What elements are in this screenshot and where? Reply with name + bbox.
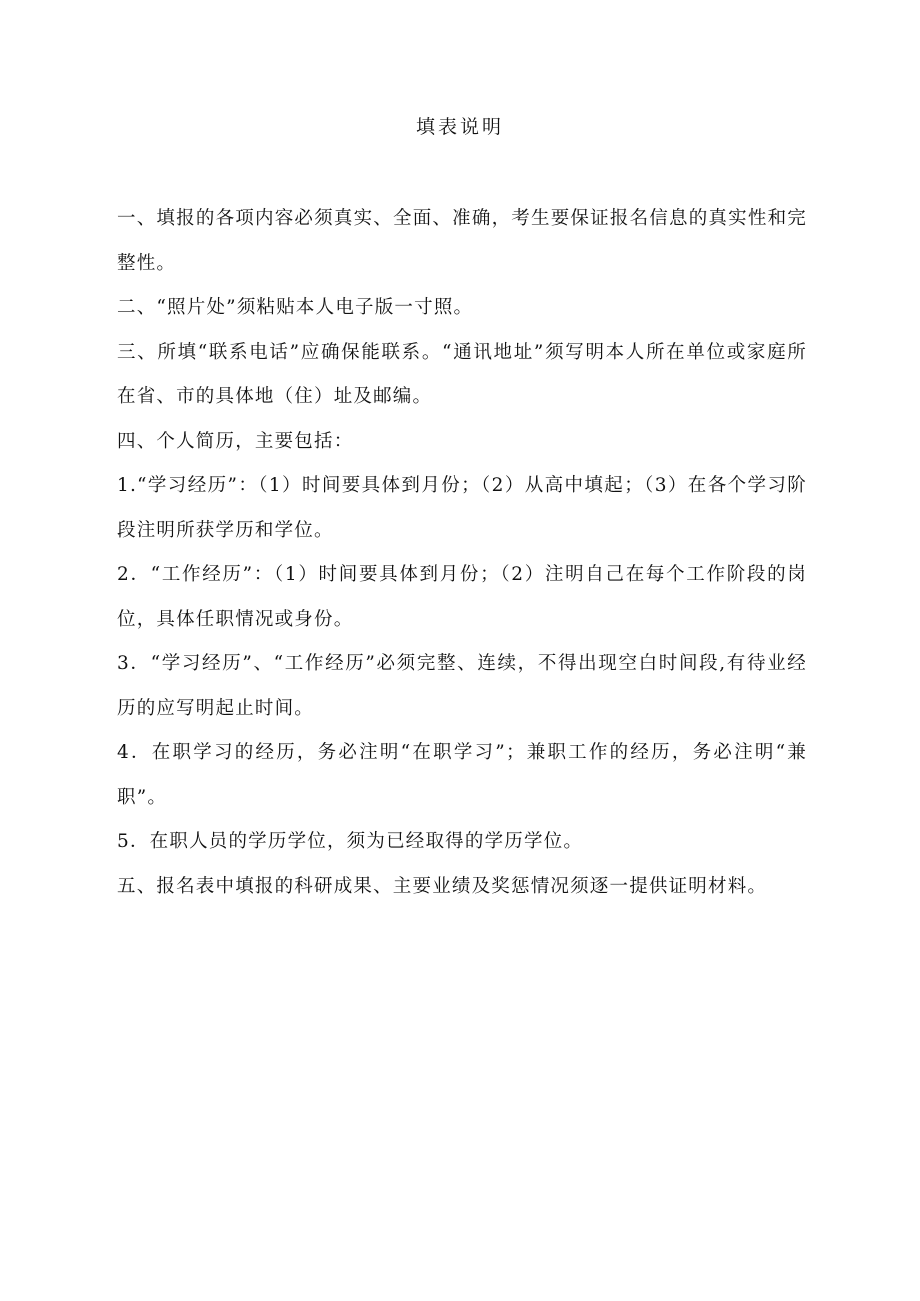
instruction-paragraph-4: 四、个人简历，主要包括： [117, 430, 354, 452]
instruction-item-4: 4．在职学习的经历，务必注明“在职学习”；兼职工作的经历，务必注明“兼职”。 [117, 742, 807, 808]
instruction-item-2: 2．“工作经历”：（1）时间要具体到月份；（2）注明自己在每个工作阶段的岗位，具体任职情况或身份。 [117, 564, 807, 630]
instruction-item-3: 3．“学习经历”、“工作经历”必须完整、连续，不得出现空白时间段,有待业经历的应写明起止时间。 [117, 653, 807, 719]
instruction-paragraph-1: 一、填报的各项内容必须真实、全面、准确，考生要保证报名信息的真实性和完整性。 [117, 208, 807, 274]
instruction-item-5: 5．在职人员的学历学位，须为已经取得的学历学位。 [117, 831, 584, 852]
instructions-body [117, 197, 807, 909]
instruction-item-1: 1.“学习经历”：（1）时间要具体到月份；（2）从高中填起；（3）在各个学习阶段注明所获学历和学位。 [117, 475, 807, 541]
instruction-paragraph-3: 三、所填“联系电话”应确保能联系。“通讯地址”须写明本人所在单位或家庭所在省、市的具体地（住）址及邮编。 [117, 341, 807, 407]
document-title: 填表说明 [415, 116, 504, 138]
instruction-paragraph-5: 五、报名表中填报的科研成果、主要业绩及奖惩情况须逐一提供证明材料。 [117, 875, 768, 897]
instruction-paragraph-2: 二、“照片处”须粘贴本人电子版一寸照。 [117, 297, 474, 318]
